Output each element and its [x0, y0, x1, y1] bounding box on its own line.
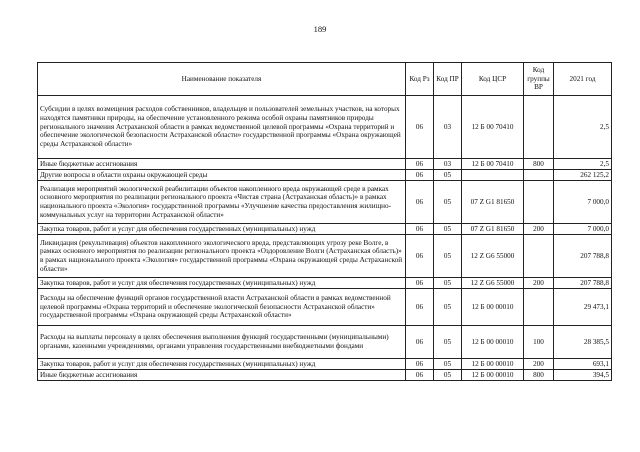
- row-name: Ликвидация (рекультивация) объектов накопленного экологического вреда, представляющих угрозу реке Волге, в рамках основного мероприятия по реализации регионального проекта «Оздоровление Волги (Астраханская область)» в рамках национального проекта «Экология» государственной программы «Охрана окружающей среды Астраханской области»: [38, 235, 406, 278]
- row-amount: 2,5: [554, 96, 612, 159]
- row-rz: 06: [406, 326, 434, 359]
- row-vr: 200: [524, 278, 554, 289]
- row-csr: 07 Z G1 81650: [462, 224, 524, 235]
- table-row: [38, 278, 612, 289]
- row-amount: 29 473,1: [554, 289, 612, 326]
- row-vr: [524, 170, 554, 181]
- header-csr: Код ЦСР: [462, 63, 524, 96]
- row-csr: 12 Б 00 00010: [462, 326, 524, 359]
- row-vr: 800: [524, 159, 554, 170]
- table-row: [38, 181, 612, 224]
- row-name: Иные бюджетные ассигнования: [38, 159, 406, 170]
- row-amount: 262 125,2: [554, 170, 612, 181]
- row-vr: 100: [524, 326, 554, 359]
- row-rz: 06: [406, 224, 434, 235]
- row-amount: 207 788,8: [554, 278, 612, 289]
- row-rz: 06: [406, 181, 434, 224]
- row-rz: 06: [406, 278, 434, 289]
- row-vr: 200: [524, 359, 554, 370]
- table-row: [38, 96, 612, 159]
- row-vr: 800: [524, 370, 554, 381]
- row-name: Расходы на выплаты персоналу в целях обеспечения выполнения функций государственными (муниципальными) органами, казенными учреждениями, органами управления государственными внебюджетными фондами: [38, 326, 406, 359]
- row-pr: 05: [434, 370, 462, 381]
- row-rz: 06: [406, 370, 434, 381]
- row-pr: 05: [434, 359, 462, 370]
- table-header-row: [38, 63, 612, 96]
- table-row: [38, 170, 612, 181]
- row-amount: 2,5: [554, 159, 612, 170]
- row-pr: 03: [434, 159, 462, 170]
- row-pr: 05: [434, 170, 462, 181]
- row-pr: 05: [434, 326, 462, 359]
- row-csr: 12 Z G6 55000: [462, 235, 524, 278]
- row-pr: 03: [434, 96, 462, 159]
- row-vr: [524, 181, 554, 224]
- row-rz: 06: [406, 289, 434, 326]
- row-csr: [462, 170, 524, 181]
- header-pr: Код ПР: [434, 63, 462, 96]
- row-csr: 12 Б 00 00010: [462, 289, 524, 326]
- table-row: [38, 224, 612, 235]
- row-vr: 200: [524, 224, 554, 235]
- row-vr: [524, 96, 554, 159]
- row-rz: 06: [406, 159, 434, 170]
- row-amount: 693,1: [554, 359, 612, 370]
- row-pr: 05: [434, 224, 462, 235]
- row-csr: 12 Б 00 00010: [462, 370, 524, 381]
- page-number: 189: [313, 24, 327, 34]
- row-vr: [524, 289, 554, 326]
- table-row: [38, 289, 612, 326]
- header-vr: Код группы ВР: [524, 63, 554, 96]
- row-name: Реализация мероприятий экологической реабилитации объектов накопленного вреда окружающей среде в рамках основного мероприятия по реализации регионального проекта «Чистая страна (Астраханская область)» в рамках национального проекта «Экология» государственной программы «Улучшение качества предоставления жилищно-коммунальных услуг на территории Астраханской области»: [38, 181, 406, 224]
- row-amount: 207 788,8: [554, 235, 612, 278]
- row-name: Субсидии в целях возмещения расходов собственников, владельцев и пользователей земельных участков, на которых находятся памятники природы, на обеспечение установленного режима особой охраны памятников природы регионального значения Астраханской области в рамках ведомственной целевой программы «Охрана территорий и обеспечение экологической безопасности Астраханской области» государственной программы «Охрана окружающей среды Астраханской области»: [38, 96, 406, 159]
- table-row: [38, 235, 612, 278]
- table-row: [38, 326, 612, 359]
- row-pr: 05: [434, 235, 462, 278]
- table-row: [38, 370, 612, 381]
- row-vr: [524, 235, 554, 278]
- header-rz: Код Рз: [406, 63, 434, 96]
- row-csr: 12 Б 00 70410: [462, 159, 524, 170]
- row-amount: 7 000,0: [554, 181, 612, 224]
- header-year: 2021 год: [554, 63, 612, 96]
- row-rz: 06: [406, 359, 434, 370]
- row-amount: 28 385,5: [554, 326, 612, 359]
- table-row: [38, 159, 612, 170]
- budget-table: [37, 62, 612, 381]
- row-csr: 07 Z G1 81650: [462, 181, 524, 224]
- row-rz: 06: [406, 96, 434, 159]
- row-name: Другие вопросы в области охраны окружающей среды: [38, 170, 406, 181]
- row-name: Закупка товаров, работ и услуг для обеспечения государственных (муниципальных) нужд: [38, 224, 406, 235]
- row-rz: 06: [406, 170, 434, 181]
- row-csr: 12 Z G6 55000: [462, 278, 524, 289]
- table-row: [38, 359, 612, 370]
- header-name: Наименование показателя: [38, 63, 406, 96]
- row-name: Закупка товаров, работ и услуг для обеспечения государственных (муниципальных) нужд: [38, 359, 406, 370]
- row-csr: 12 Б 00 00010: [462, 359, 524, 370]
- row-name: Иные бюджетные ассигнования: [38, 370, 406, 381]
- row-rz: 06: [406, 235, 434, 278]
- row-name: Закупка товаров, работ и услуг для обеспечения государственных (муниципальных) нужд: [38, 278, 406, 289]
- row-pr: 05: [434, 278, 462, 289]
- row-pr: 05: [434, 181, 462, 224]
- row-pr: 05: [434, 289, 462, 326]
- row-csr: 12 Б 00 70410: [462, 96, 524, 159]
- row-amount: 7 000,0: [554, 224, 612, 235]
- row-amount: 394,5: [554, 370, 612, 381]
- row-name: Расходы на обеспечение функций органов государственной власти Астраханской области в рамках ведомственной целевой программы «Охрана территорий и обеспечение экологической безопасности Астраханской области» государственной программы «Охрана окружающей среды Астраханской области»: [38, 289, 406, 326]
